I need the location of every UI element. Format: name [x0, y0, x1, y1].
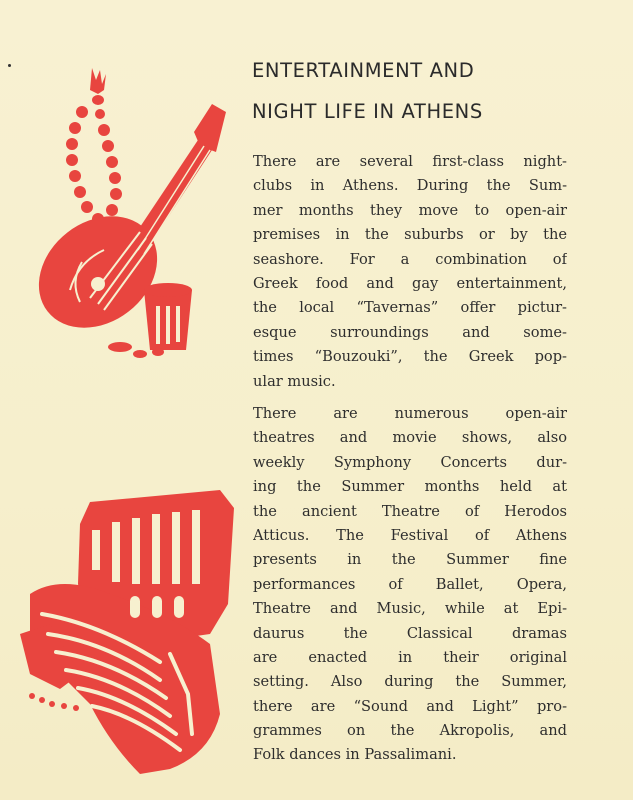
text-line: Theatre and Music, while at Epi-	[253, 600, 567, 618]
text-line: esque surroundings and some-	[253, 323, 567, 341]
text-line: grammes on the Akropolis, and	[253, 722, 567, 740]
text-line: times “Bouzouki”, the Greek pop-	[253, 348, 567, 366]
paragraph-theatres	[253, 402, 567, 768]
text-line: daurus the Classical dramas	[253, 624, 567, 642]
page-title	[252, 50, 483, 132]
text-line: mer months they move to open-air	[253, 201, 567, 219]
bouzouki-illustration-icon	[20, 62, 235, 362]
print-speck	[8, 64, 11, 67]
text-line: ing the Summer months held at	[253, 478, 567, 496]
text-line: Atticus. The Festival of Athens	[253, 526, 567, 544]
text-line: weekly Symphony Concerts dur-	[253, 453, 567, 471]
text-line: clubs in Athens. During the Sum-	[253, 177, 567, 195]
title-line-2: NIGHT LIFE IN ATHENS	[252, 100, 483, 123]
paragraph-nightclubs	[253, 150, 567, 394]
text-line: There are numerous open-air	[253, 405, 567, 422]
text-line: Greek food and gay entertainment,	[253, 274, 567, 292]
text-line: seashore. For a combination of	[253, 250, 567, 268]
text-line: the ancient Theatre of Herodos	[253, 502, 567, 520]
text-line: ular music.	[253, 372, 336, 390]
text-line: setting. Also during the Summer,	[253, 673, 567, 691]
text-line: premises in the suburbs or by the	[253, 226, 567, 244]
title-line-1: ENTERTAINMENT AND	[252, 59, 475, 82]
text-line: are enacted in their original	[253, 648, 567, 666]
text-line: presents in the Summer fine	[253, 551, 567, 569]
text-line: performances of Ballet, Opera,	[253, 575, 567, 593]
text-line: Folk dances in Passalimani.	[253, 746, 457, 764]
text-line: theatres and movie shows, also	[253, 429, 567, 447]
ancient-theatre-illustration-icon	[20, 484, 245, 774]
text-line: There are several first-class night-	[253, 153, 567, 170]
text-line: the local “Tavernas” offer pictur-	[253, 299, 567, 317]
text-line: there are “Sound and Light” pro-	[253, 697, 567, 715]
